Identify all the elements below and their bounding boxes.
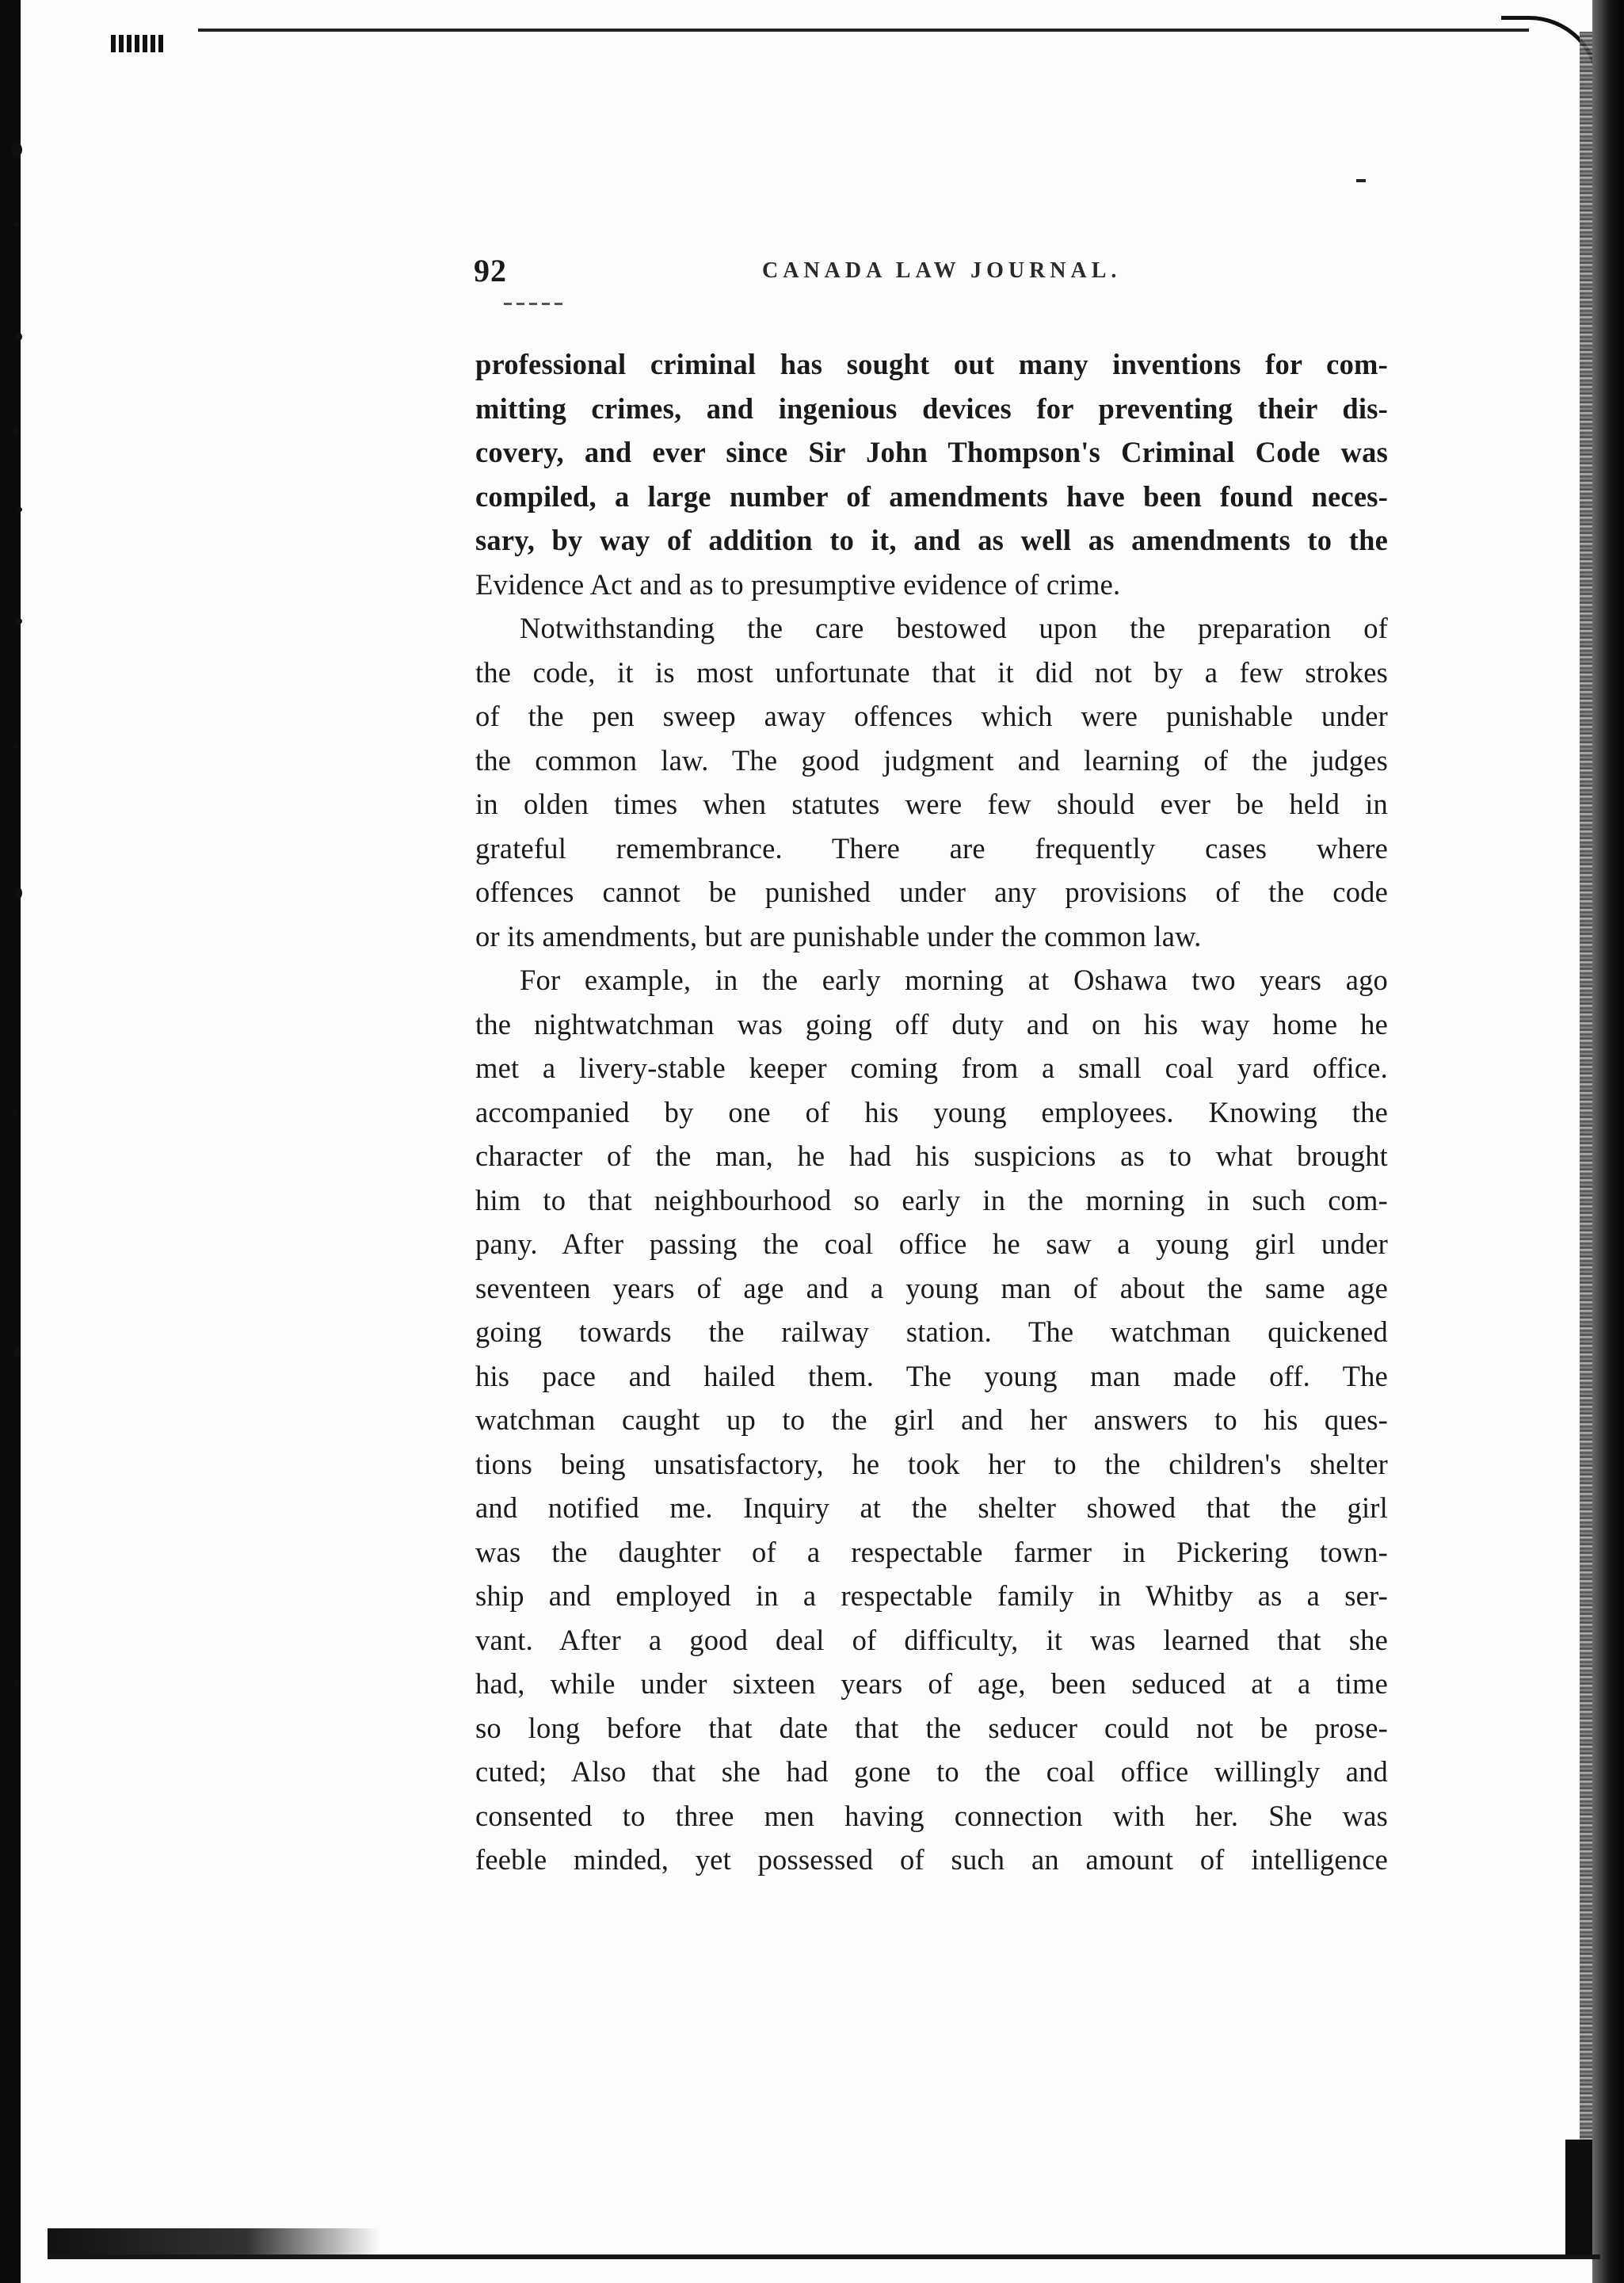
text-line: seventeen years of age and a young man of about the same age	[475, 1271, 1388, 1304]
text-line: Evidence Act and as to presumptive evidence of crime.	[475, 567, 1121, 601]
text-line: accompanied by one of his young employees. Knowing the	[475, 1095, 1388, 1128]
top-page-edge	[198, 29, 1529, 32]
bottom-page-edge	[48, 2254, 1600, 2259]
bottom-left-smudge	[48, 2228, 380, 2255]
text-line: in olden times when statutes were few should ever be held in	[475, 788, 1388, 820]
text-line: For example, in the early morning at Oshawa two years ago	[520, 964, 1388, 996]
text-line: vant. After a good deal of difficulty, it was learned that she	[475, 1623, 1388, 1656]
running-head	[474, 252, 1393, 296]
text-line: had, while under sixteen years of age, been seduced at a time	[475, 1667, 1388, 1700]
binding-shadow-right	[1592, 0, 1624, 2283]
text-line: feeble minded, yet possessed of such an amount of intelligence	[475, 1843, 1388, 1876]
text-line: going towards the railway station. The watchman quickened	[475, 1315, 1388, 1348]
journal-title: CANADA LAW JOURNAL.	[762, 258, 1122, 283]
bottom-right-smudge	[1565, 2140, 1592, 2254]
text-line: of the pen sweep away offences which were punishable under	[475, 700, 1388, 732]
text-line: watchman caught up to the girl and her answers to his ques-	[475, 1403, 1388, 1436]
text-line: or its amendments, but are punishable under the common law.	[475, 919, 1202, 953]
text-line: Notwithstanding the care bestowed upon the preparation of	[520, 612, 1388, 644]
text-line: cuted; Also that she had gone to the coal office willingly and	[475, 1755, 1388, 1788]
scan-artifact-top	[111, 35, 166, 52]
body-text	[475, 342, 1388, 1882]
scan-dash-mark	[1356, 179, 1366, 182]
text-line: met a livery-stable keeper coming from a small coal yard office.	[475, 1052, 1388, 1084]
head-rule-mark	[504, 303, 567, 305]
text-line: grateful remembrance. There are frequently cases where	[475, 831, 1388, 865]
text-line: mitting crimes, and ingenious devices for preventing their dis-	[475, 391, 1388, 425]
text-line: ship and employed in a respectable family in Whitby as a ser-	[475, 1579, 1388, 1612]
text-line: so long before that date that the seducer could not be prose-	[475, 1711, 1388, 1744]
text-line: sary, by way of addition to it, and as well as amendments to the	[475, 524, 1388, 556]
page-number: 92	[474, 253, 507, 288]
text-line: compiled, a large number of amendments have been found neces-	[475, 479, 1388, 513]
text-line: covery, and ever since Sir John Thompson's Criminal Code was	[475, 436, 1388, 468]
text-line: and notified me. Inquiry at the shelter showed that the girl	[475, 1491, 1388, 1524]
text-line: consented to three men having connection with her. She was	[475, 1799, 1388, 1832]
text-line: was the daughter of a respectable farmer in Pickering town-	[475, 1535, 1388, 1568]
text-line: the code, it is most unfortunate that it did not by a few strokes	[475, 655, 1388, 689]
text-line: professional criminal has sought out many inventions for com-	[475, 348, 1388, 380]
text-line: tions being unsatisfactory, he took her to the children's shelter	[475, 1447, 1388, 1480]
margin-specks	[8, 127, 40, 2029]
text-line: him to that neighbourhood so early in the morning in such com-	[475, 1183, 1388, 1216]
text-line: pany. After passing the coal office he saw a young girl under	[475, 1227, 1388, 1260]
text-line: the nightwatchman was going off duty and on his way home he	[475, 1007, 1388, 1040]
text-line: offences cannot be punished under any provisions of the code	[475, 876, 1388, 908]
text-line: his pace and hailed them. The young man made off. The	[475, 1359, 1388, 1392]
text-line: the common law. The good judgment and learning of the judges	[475, 743, 1388, 777]
text-line: character of the man, he had his suspicions as to what brought	[475, 1140, 1388, 1172]
